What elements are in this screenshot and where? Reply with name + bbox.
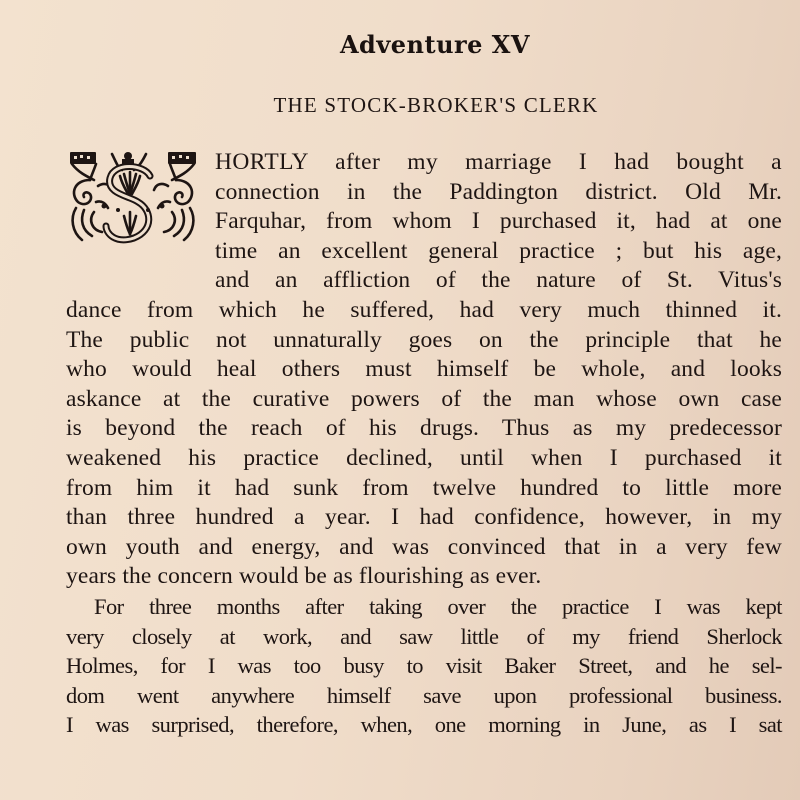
text-line: is beyond the reach of his drugs. Thus as my predecessor [66,415,782,442]
text-line: weakened his practice declined, until when I purchased it [66,444,782,471]
text-line: than three hundred a year. I had confidence, however, in my [66,504,782,531]
text-line: own youth and energy, and was convinced that in a very few [66,533,782,560]
text-line: dance from which he suffered, had very much thinned it. [66,296,782,323]
text-line: I was surprised, therefore, when, one morning in June, as I sat [66,712,782,738]
text-line: years the concern would be as flourishing as ever. [66,563,542,590]
text-line: time an excellent general practice ; but his age, [215,237,782,264]
text-line: Holmes, for I was too busy to visit Baker Street, and he sel- [66,653,782,679]
text-line: For three months after taking over the practice I was kept [94,593,782,619]
adventure-heading: Adventure XV [339,30,531,59]
body-text [66,148,782,740]
text-line: from him it had sunk from twelve hundred to little more [66,474,782,501]
text-line: and an affliction of the nature of St. Vitus's [215,267,782,294]
text-line: dom went anywhere himself save upon professional business. [66,682,782,708]
story-title: THE STOCK-BROKER'S CLERK [273,93,599,117]
text-line: HORTLY after my marriage I had bought a [215,149,782,175]
text-line: Farquhar, from whom I purchased it, had at one [215,208,782,235]
text-line: very closely at work, and saw little of my friend Sherlock [66,623,782,649]
text-line: askance at the curative powers of the man whose own case [66,385,782,412]
text-line: The public not unnaturally goes on the principle that he [66,326,782,353]
text-line: connection in the Paddington district. Old Mr. [215,178,782,205]
text-line: who would heal others must himself be whole, and looks [66,356,782,383]
